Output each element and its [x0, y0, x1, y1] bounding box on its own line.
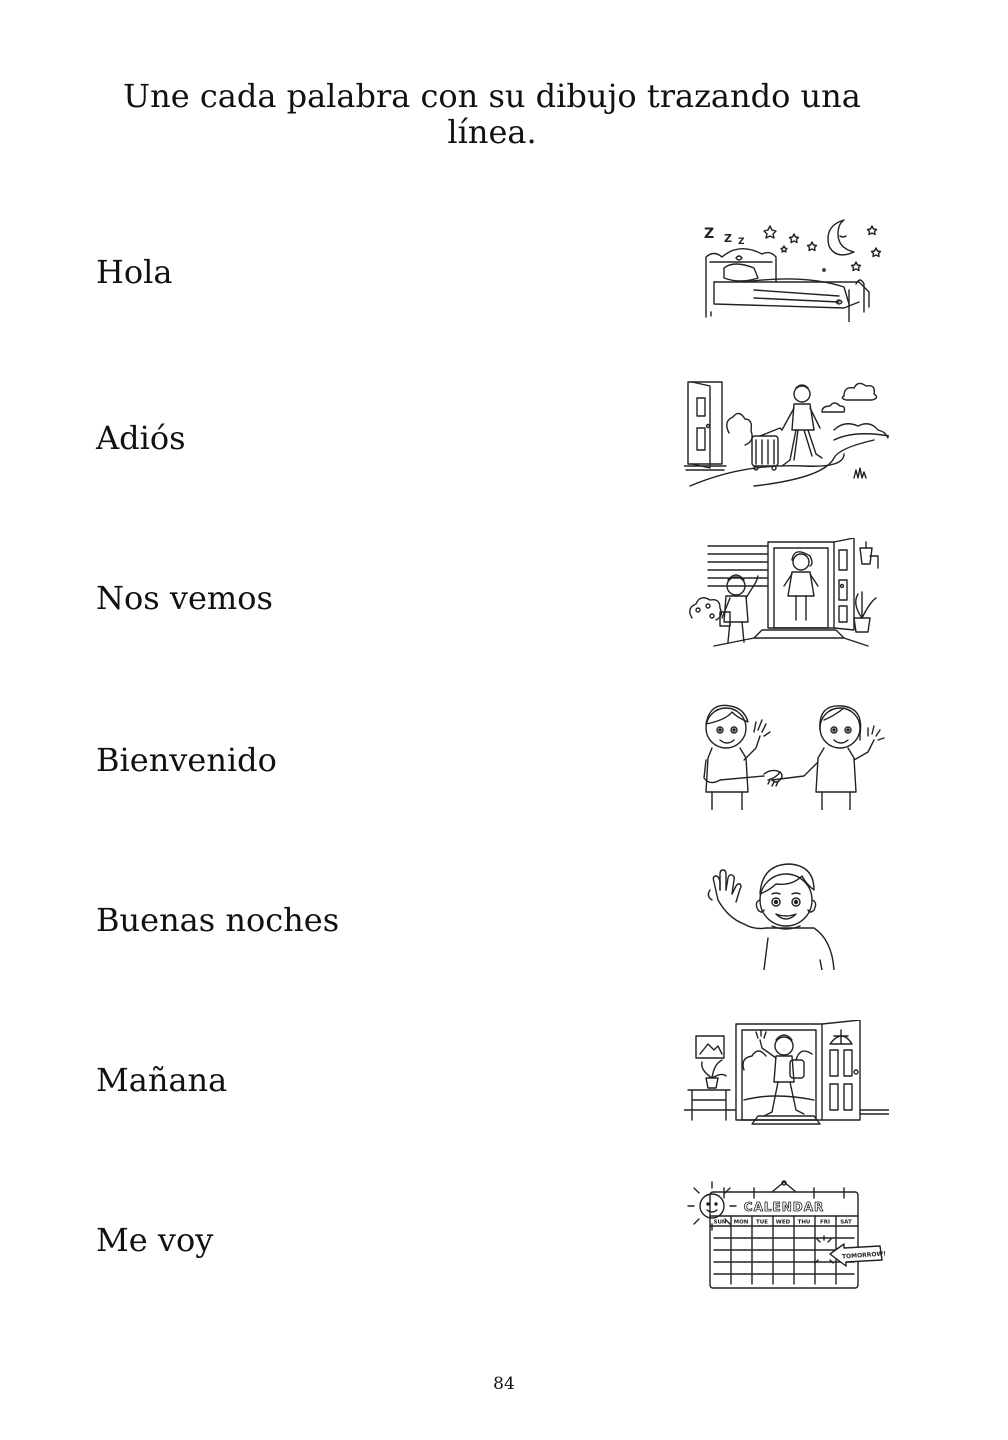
word-label[interactable]: Hola: [96, 253, 173, 291]
children-handshake-picture[interactable]: [684, 700, 889, 810]
word-label[interactable]: Buenas noches: [96, 901, 340, 939]
visitor-at-door-picture[interactable]: [684, 538, 889, 648]
calendar-day: SUN: [713, 1219, 727, 1226]
word-label[interactable]: Nos vemos: [96, 579, 273, 617]
match-row: [0, 538, 1008, 658]
calendar-day: MON: [733, 1219, 749, 1226]
word-label[interactable]: Adiós: [96, 419, 186, 457]
match-row: [0, 212, 1008, 332]
word-label[interactable]: Bienvenido: [96, 741, 277, 779]
calendar-day: SAT: [840, 1219, 852, 1226]
calendar-title: CALENDAR: [743, 1200, 825, 1214]
match-row: [0, 700, 1008, 820]
instructions-heading: Une cada palabra con su dibujo trazando una línea.: [123, 77, 861, 151]
match-row: [0, 378, 1008, 498]
calendar-day: FRI: [819, 1219, 831, 1226]
word-label[interactable]: Mañana: [96, 1061, 228, 1099]
boy-entering-home-picture[interactable]: [684, 1020, 889, 1130]
calendar-day: WED: [775, 1219, 791, 1226]
calendar-day: TUE: [756, 1219, 768, 1226]
svg-text:Z: Z: [724, 232, 732, 245]
word-label[interactable]: Me voy: [96, 1221, 214, 1259]
match-row: [0, 1180, 1008, 1300]
svg-text:Z: Z: [738, 237, 745, 247]
leaving-with-suitcase-picture[interactable]: [684, 378, 889, 488]
match-row: [0, 860, 1008, 980]
bedtime-night-bed-picture[interactable]: [684, 212, 889, 322]
calendar-tomorrow-picture[interactable]: [684, 1180, 889, 1290]
boy-waving-picture[interactable]: [684, 860, 889, 970]
tomorrow-arrow-label: TOMORROW!: [841, 1250, 887, 1261]
page-number: 84: [493, 1374, 515, 1394]
calendar-day: THU: [797, 1219, 811, 1226]
svg-text:Z: Z: [704, 226, 715, 242]
match-row: [0, 1020, 1008, 1140]
